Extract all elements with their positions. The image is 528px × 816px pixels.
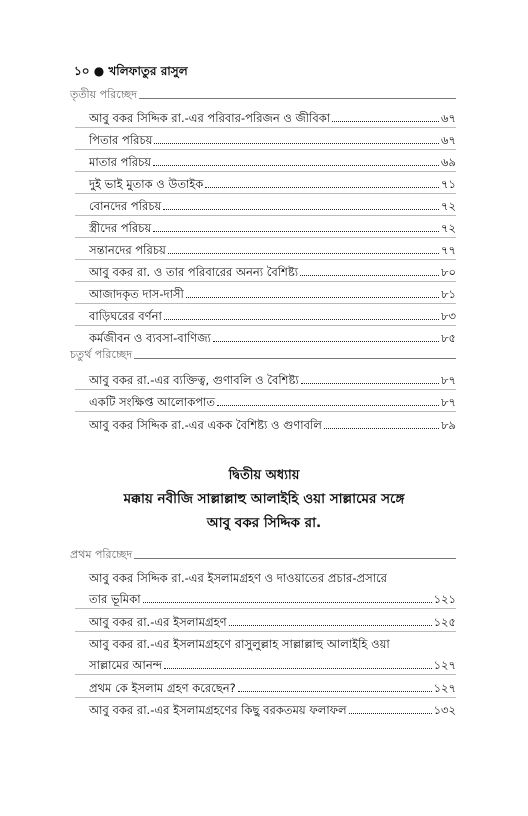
section-label: চতুর্থ পরিচ্ছেদ [70,347,133,361]
row-divider [75,303,456,304]
toc-entry[interactable] [89,614,456,630]
leader-dots [164,318,439,320]
chapter-title-line-2: আবু বকর সিদ্দিক রা. [206,515,322,531]
leader-dots [332,120,439,122]
toc-entry-page: ৭২ [441,221,456,235]
leader-dots [324,427,439,429]
toc-entry-title: একটি সংক্ষিপ্ত আলোকপাত [89,395,216,409]
row-divider [75,259,456,260]
toc-entry[interactable] [89,286,456,302]
section-heading [70,546,456,564]
toc-entry[interactable] [89,220,456,236]
leader-dots [164,667,432,669]
toc-entry-title-line-2: তার ভূমিকা [89,592,141,606]
toc-entry-title: বাড়িঘরের বর্ণনা [89,309,162,323]
row-divider [75,389,456,390]
row-divider [75,281,456,282]
row-divider [75,697,456,698]
row-divider [75,411,456,412]
toc-entry-title-line-2: সাল্লামের আনন্দ [89,658,162,672]
toc-entry-title: আজাদকৃত দাস-দাসী [89,287,184,301]
toc-entry[interactable] [89,198,456,214]
toc-entry-title: মাতার পরিচয় [89,155,152,169]
toc-entry-title: প্রথম কে ইসলাম গ্রহণ করেছেন? [89,681,236,695]
leader-dots [217,404,439,406]
toc-entry-page: ৮৭ [441,395,456,409]
toc-entry-title: আবু বকর রা. ও তার পরিবারের অনন্য বৈশিষ্ট্য [89,265,299,279]
leader-dots [300,274,439,276]
toc-entry-page: ৭১ [441,177,456,191]
row-divider [75,127,456,128]
toc-entry[interactable] [89,176,456,192]
leader-dots [213,340,439,342]
leader-dots [168,252,439,254]
running-head: ১০ ● খলিফাতুর রাসুল [74,64,188,78]
leader-dots [205,186,439,188]
leader-dots [143,601,432,603]
leader-dots [154,142,439,144]
section-heading [70,86,456,104]
row-divider [75,215,456,216]
toc-entry-title: আবু বকর রা.-এর ইসলামগ্রহণ [89,615,227,629]
leader-dots [153,230,439,232]
toc-entry-page: ৬৭ [441,111,456,125]
leader-dots [163,208,439,210]
toc-entry-page: ৮০ [441,265,456,279]
section-rule [134,558,456,559]
section-label: তৃতীয় পরিচ্ছেদ [70,87,137,101]
toc-entry-title: সন্তানদের পরিচয় [89,243,166,257]
toc-entry[interactable] [89,242,456,258]
leader-dots [238,690,432,692]
chapter-number: দ্বিতীয় অধ্যায় [228,468,300,483]
toc-entry[interactable] [89,636,456,652]
toc-entry-page: ১২৭ [433,681,456,695]
row-divider [75,674,456,675]
toc-entry-page: ৭২ [441,199,456,213]
toc-entry-title: দুই ভাই মুতাক ও উতাইক [89,177,204,191]
leader-dots [186,296,439,298]
toc-entry[interactable] [89,680,456,696]
toc-entry-title: আবু বকর রা.-এর ব্যক্তিত্ব, গুণাবলি ও বৈশিষ্ট্য [89,373,299,387]
toc-entry-page: ৬৭ [441,133,456,147]
toc-entry-page: ১২৫ [433,615,456,629]
leader-dots [153,164,439,166]
toc-entry[interactable] [89,110,456,126]
toc-entry[interactable] [89,330,456,346]
row-divider [75,193,456,194]
toc-entry-page: ১৩২ [433,703,456,717]
section-rule [134,358,456,359]
toc-entry-page: ৮৩ [441,309,456,323]
toc-entry[interactable] [89,308,456,324]
chapter-title-line-1: মক্কায় নবীজি সাল্লাল্লাহু আলাইহি ওয়া সাল্লামের সঙ্গে [123,491,405,507]
toc-entry-title: আবু বকর সিদ্দিক রা.-এর একক বৈশিষ্ট্য ও গুণাবলি [89,418,322,432]
leader-dots [229,624,432,626]
toc-entry[interactable] [89,394,456,410]
toc-entry-continuation[interactable] [89,657,456,673]
toc-entry[interactable] [89,264,456,280]
toc-entry-page: ১২৭ [433,658,456,672]
leader-dots [349,712,432,714]
toc-entry-title: আবু বকর সিদ্দিক রা.-এর পরিবার-পরিজন ও জীবিকা [89,111,331,125]
toc-entry-page: ৬৯ [441,155,456,169]
section-heading [70,346,456,364]
row-divider [75,149,456,150]
toc-entry[interactable] [89,570,456,586]
toc-entry-continuation[interactable] [89,591,456,607]
row-divider [75,237,456,238]
row-divider [75,631,456,632]
toc-entry-title: আবু বকর রা.-এর ইসলামগ্রহণের কিছু বরকতময় ফলাফল [89,703,347,717]
toc-entry[interactable] [89,702,456,718]
row-divider [75,325,456,326]
toc-entry-page: ৭৭ [441,243,456,257]
toc-entry-page: ৮১ [441,287,456,301]
row-divider [75,608,456,609]
toc-entry[interactable] [89,372,456,388]
section-label: প্রথম পরিচ্ছেদ [70,547,133,561]
toc-entry-page: ৮৭ [441,373,456,387]
toc-entry-title-line-1: আবু বকর রা.-এর ইসলামগ্রহণে রাসুলুল্লাহ সাল্লাল্লাহু আলাইহি ওয়া [89,637,390,651]
toc-entry-page: ৮৫ [441,331,456,345]
leader-dots [301,382,439,384]
toc-entry[interactable] [89,132,456,148]
toc-entry-title: কর্মজীবন ও ব্যবসা-বাণিজ্য [89,331,211,345]
toc-entry-page: ১২১ [433,592,456,606]
toc-entry-title: পিতার পরিচয় [89,133,153,147]
toc-entry-title: বোনদের পরিচয় [89,199,162,213]
section-rule [139,98,456,99]
toc-entry-title: স্ত্রীদের পরিচয় [89,221,152,235]
toc-entry[interactable] [89,154,456,170]
toc-entry-page: ৮৯ [441,418,456,432]
row-divider [75,171,456,172]
toc-entry[interactable] [89,417,456,433]
toc-entry-title-line-1: আবু বকর সিদ্দিক রা.-এর ইসলামগ্রহণ ও দাওয়াতের প্রচার-প্রসারে [89,571,387,585]
